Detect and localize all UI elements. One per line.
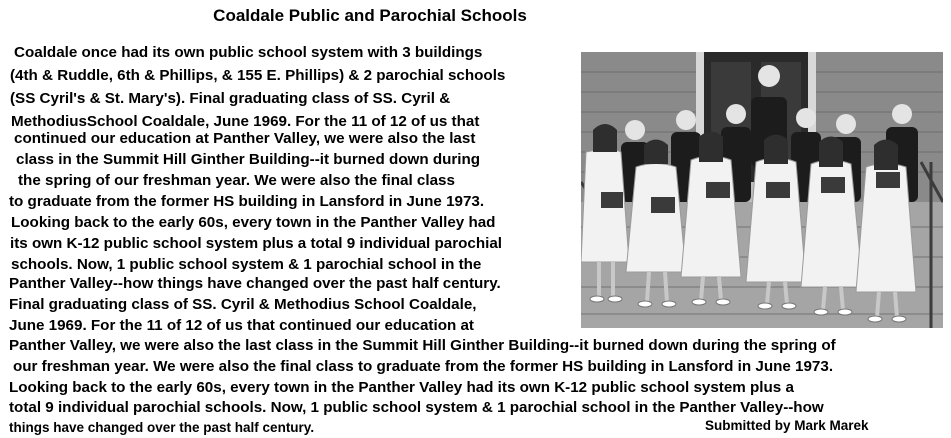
body-line: total 9 individual parochial schools. Now, 1 public school system & 1 parochial school in the Panther Valley--how [9, 399, 824, 416]
body-line: (SS Cyril's & St. Mary's). Final graduating class of SS. Cyril & [10, 90, 451, 107]
body-line: its own K-12 public school system plus a total 9 individual parochial [10, 235, 503, 252]
body-line: to graduate from the former HS building in Lansford in June 1973. [9, 193, 485, 210]
body-line: June 1969. For the 11 of 12 of us that continued our education at [9, 317, 474, 334]
body-line: our freshman year. We were also the final class to graduate from the former HS building in Lansford in June 1973. [13, 358, 834, 375]
body-line: Looking back to the early 60s, every town in the Panther Valley had [11, 214, 496, 231]
body-line: (4th & Ruddle, 6th & Phillips, & 155 E. Phillips) & 2 parochial schools [10, 67, 506, 84]
body-line: Panther Valley--how things have changed over the past half century. [9, 275, 501, 292]
body-line: things have changed over the past half century. [9, 420, 315, 435]
page-title: Coaldale Public and Parochial Schools [213, 6, 527, 25]
credit-line: Submitted by Mark Marek [705, 418, 869, 433]
class-photo [581, 52, 943, 328]
body-line: class in the Summit Hill Ginther Building--it burned down during [16, 151, 481, 168]
body-line: schools. Now, 1 public school system & 1 parochial school in the [11, 256, 482, 273]
body-line: the spring of our freshman year. We were also the final class [18, 172, 455, 189]
body-line: Looking back to the early 60s, every town in the Panther Valley had its own K-12 public school system plus a [9, 379, 794, 396]
class-photo-graphic [581, 52, 943, 328]
body-line: continued our education at Panther Valley, we were also the last [14, 130, 476, 147]
body-line: Panther Valley, we were also the last class in the Summit Hill Ginther Building--it burned down during the spring of [9, 337, 836, 354]
body-line: Coaldale once had its own public school system with 3 buildings [14, 44, 483, 61]
body-line: MethodiusSchool Coaldale, June 1969. For the 11 of 12 of us that [11, 113, 480, 130]
body-line: Final graduating class of SS. Cyril & Methodius School Coaldale, [9, 296, 477, 313]
